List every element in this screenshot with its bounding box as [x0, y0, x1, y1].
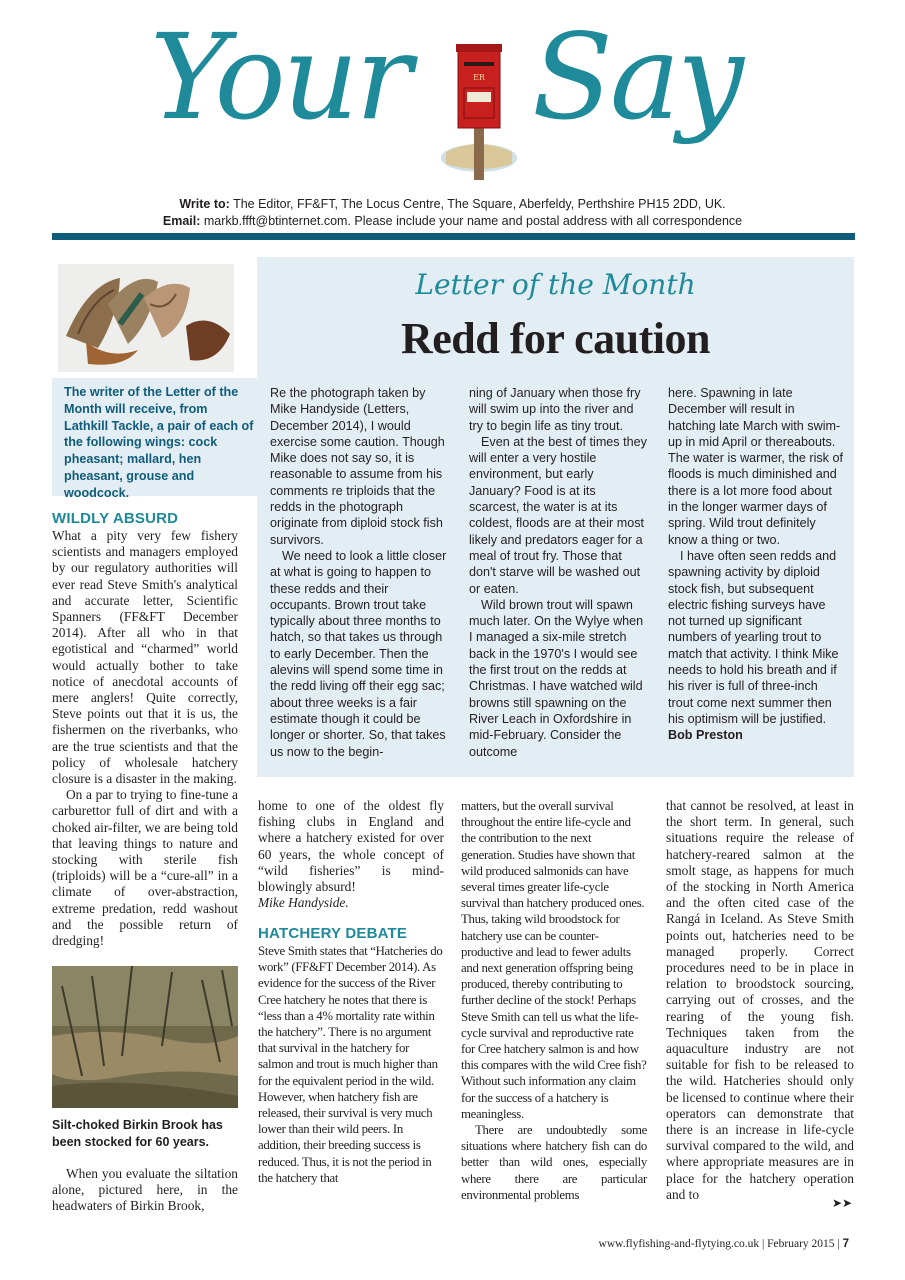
hatchery-col-2	[258, 943, 444, 1186]
email-label: Email:	[162, 214, 201, 228]
paragraph: I have often seen redds and spawning activity by diploid stock fish, but subsequent electric fishing surveys have not turned up significant numbers of yearling trout to match that activity. I think Mike needs to hold his breath and if his river is full of three-inch trout come next summer then his optimism will be justified.	[668, 548, 839, 726]
page-footer	[599, 1238, 849, 1250]
paragraph: Even at the best of times they will enter a very hostile environment, but early January? Food is at its scarcest, the water is at its coldest, floods are at their most likely and predators eager for a meal of trout fry. Those that don't starve will be washed out or eaten.	[469, 434, 647, 596]
letter-col-2	[469, 385, 647, 760]
postbox-illustration	[440, 40, 518, 190]
paragraph: Steve Smith states that “Hatcheries do work” (FF&FT December 2014). As evidence for the success of the River Cree hatchery he notes that there is “less than a 4% mortality rate within the hatchery”. There is no argument that survival in the hatchery for salmon and trout is much higher than for the equivalent period in the wild. However, when hatchery fish are released, their survival is very much lower than their wild peers. In addition, their breeding success is reduced. Thus, it is not the period in the hatchery that	[258, 944, 443, 1185]
paragraph: Re the photograph taken by Mike Handyside (Letters, December 2014), I would exercise some caution. Though Mike does not say so, it is reasonable to assume from his comments re triploids that the redds in the photograph originate from diploid stock fish survivors.	[270, 386, 445, 547]
letter-signature: Bob Preston	[668, 728, 743, 743]
footer-url: www.flyfishing-and-flytying.co.uk | February 2015 |	[598, 1238, 840, 1250]
wildly-absurd-heading: WILDLY ABSURD	[52, 510, 179, 527]
paragraph: ning of January when those fry will swim up into the river and try to begin life as tiny trout.	[469, 386, 641, 433]
paragraph: On a par to trying to fine-tune a carburettor full of dirt and with a choked air-filter, we are being told that leaving things to nature and stocking with sterile fish (triploids) will be a “cure-all” in a climate of over-abstraction, extreme predation, redd washout and the possible return of dredging!	[52, 787, 238, 949]
paragraph: matters, but the overall survival throughout the entire life-cycle and the contribution to the next generation. Studies have shown that wild produced salmonids can have several times greater life-cycle survival than hatchery produced ones. Thus, taking wild broodstock for hatchery use can be counter-productive and lead to fewer adults and next generation offspring being produced, thereby contributing to further decline of the stock! Perhaps Steve Smith can tell us what the life-cycle survival and reproductive rate for Cree hatchery salmon is and how this compares with the wild Cree fish? Without such information any claim for the success of a hatchery is meaningless.	[461, 799, 647, 1121]
paragraph: We need to look a little closer at what is going to happen to these redds and their occupants. Brown trout take typically about three months to hatch, so that takes us through to early December. Then the alevins will spend some time in the redd living off their egg sac; about three weeks is a fair estimate though it could be longer or shorter. So, that takes us now to the begin-	[270, 548, 447, 759]
header-rule	[52, 233, 855, 240]
letter-col-1	[270, 385, 450, 760]
wildly-absurd-col-1-tail	[52, 1166, 238, 1215]
email-text: markb.ffft@btinternet.com. Please include your name and postal address with all correspondence	[203, 214, 743, 228]
hatchery-col-4	[666, 798, 854, 1203]
paragraph: here. Spawning in late December will result in hatching late March with swim-up in mid April or thereabouts. The water is warmer, the risk of floods is much diminished and there is a lot more food about in the longer warmer days of spring. Wild trout definitely know a thing or two.	[668, 386, 843, 547]
letter-of-month-kicker: Letter of the Month	[415, 268, 696, 301]
paragraph: When you evaluate the siltation alone, pictured here, in the headwaters of Birkin Brook,	[52, 1166, 238, 1214]
paragraph: that cannot be resolved, at least in the short term. In general, such situations require the release of hatchery-reared salmon at the smolt stage, as happens for much of the stocking in North America and the often cited case of the Rangá in Iceland. As Steve Smith points out, hatcheries need to be managed properly. Correct procedures need to be in place in relation to broodstock sourcing, carrying out of crosses, and the rearing of the young fish. Techniques taken from the aquaculture industry are not suitable for fish to be released to the wild. Hatcheries should only be licensed to continue where their operators can demonstrate that there is an increase in life-cycle survival compared to the wild, and where appropriate measures are in place for the hatchery operation and to	[666, 798, 854, 1202]
letter-col-3	[668, 385, 844, 744]
paragraph: There are undoubtedly some situations where hatchery fish can do better than wild ones, especially where there are particular environmental problems	[461, 1123, 647, 1202]
wildly-absurd-col-2	[258, 798, 444, 911]
write-to-line	[0, 197, 905, 211]
paragraph: What a pity very few fishery scientists and managers employed by our regulatory authorities will ever read Steve Smith's analytical and accurate letter, Scientific Spanners (FF&FT December 2014). After all who in that egotistical and “charmed” world would actually bother to take notice of anecdotal accounts of mere anglers! Quite correctly, Steve points out that it is us, the fishermen on the riverbanks, who are the true scientists and that the policy of wholesale hatchery closure is a disaster in the making.	[52, 528, 238, 787]
wings-photo	[58, 264, 234, 372]
email-line	[0, 214, 905, 228]
svg-text:ER: ER	[473, 73, 485, 82]
paragraph: home to one of the oldest fly fishing clubs in England and where a hatchery existed for over 60 years, the whole concept of “wild fisheries” is mind-blowingly absurd!	[258, 798, 444, 895]
write-to-label: Write to:	[179, 197, 230, 211]
paragraph: Wild brown trout will spawn much later. On the Wylye when I managed a six-mile stretch back in the 1970's I would see the first trout on the redds at Christmas. I have watched wild browns still spawning on the River Leach in Oxfordshire in mid-February. Consider the outcome	[469, 597, 644, 759]
birkin-brook-photo	[52, 966, 238, 1108]
title-say: Say	[532, 8, 741, 146]
photo-caption: Silt-choked Birkin Brook has been stocked for 60 years.	[52, 1118, 223, 1149]
continue-arrow-icon: ➤➤	[832, 1196, 853, 1210]
write-to-address: The Editor, FF&FT, The Locus Centre, The Square, Aberfeldy, Perthshire PH15 2DD, UK.	[233, 197, 726, 211]
page-number: 7	[842, 1238, 849, 1250]
letter-headline: Redd for caution	[401, 314, 710, 363]
wildly-absurd-signature: Mike Handyside.	[258, 895, 349, 911]
wildly-absurd-col-1	[52, 528, 238, 949]
title-your: Your	[150, 8, 410, 146]
hatchery-col-3	[461, 798, 647, 1203]
prize-text: The writer of the Letter of the Month will receive, from Lathkill Tackle, a pair of each of the following wings: cock pheasant; mallard, hen pheasant, grouse and woodcock.	[64, 385, 254, 500]
hatchery-debate-heading: HATCHERY DEBATE	[258, 925, 408, 942]
